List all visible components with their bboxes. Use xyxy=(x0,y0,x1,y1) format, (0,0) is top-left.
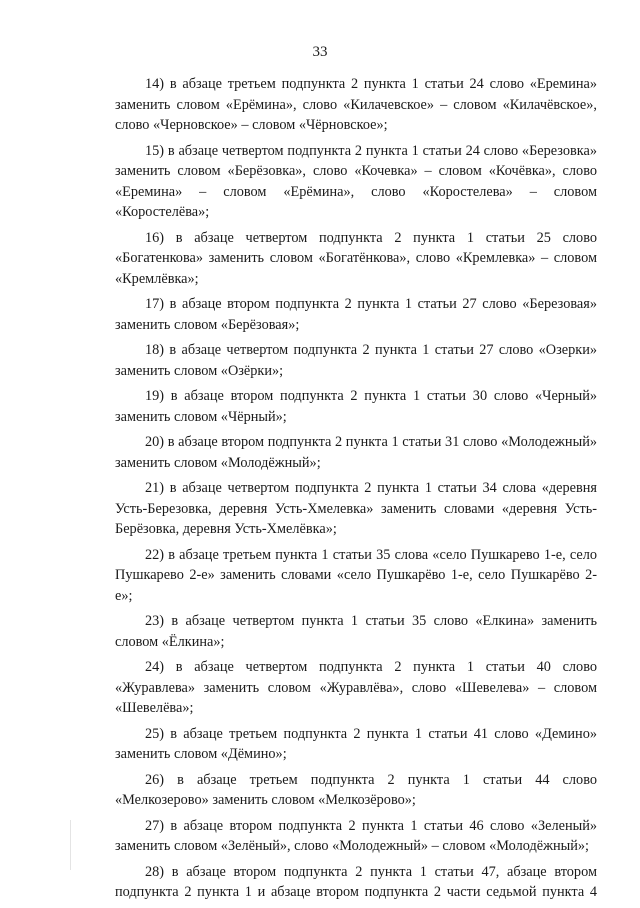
list-item: 26) в абзаце третьем подпункта 2 пункта 1 статьи 44 слово «Мелкозерово» заменить словом «Мелкозёрово»; xyxy=(115,771,597,808)
list-item: 18) в абзаце четвертом подпункта 2 пункта 1 статьи 27 слово «Озерки» заменить словом «Озёрки»; xyxy=(115,342,597,379)
list-item: 23) в абзаце четвертом пункта 1 статьи 35 слово «Елкина» заменить словом «Ёлкина»; xyxy=(115,613,597,650)
list-item: 15) в абзаце четвертом подпункта 2 пункта 1 статьи 24 слово «Березовка» заменить словом «Берёзовка», слово «Кочевка» – словом «Кочёвка», слово «Еремина» – словом «Ерёмина», слово «Коростелева» – словом «Коростелёва»; xyxy=(115,142,597,220)
list-item: 19) в абзаце втором подпункта 2 пункта 1 статьи 30 слово «Черный» заменить словом «Чёрный»; xyxy=(115,388,597,425)
list-item: 24) в абзаце четвертом подпункта 2 пункта 1 статьи 40 слово «Журавлева» заменить словом «Журавлёва», слово «Шевелева» – словом «Шевелёва»; xyxy=(115,659,597,716)
scan-margin-mark xyxy=(70,820,71,870)
document-body xyxy=(115,74,597,908)
list-item: 25) в абзаце третьем подпункта 2 пункта 1 статьи 41 слово «Демино» заменить словом «Дёмино»; xyxy=(115,725,597,762)
list-item: 14) в абзаце третьем подпункта 2 пункта 1 статьи 24 слово «Еремина» заменить словом «Ерёмина», слово «Килачевское» – словом «Килачёвское», слово «Черновское» – словом «Чёрновское»; xyxy=(115,76,597,133)
list-item: 17) в абзаце втором подпункта 2 пункта 1 статьи 27 слово «Березовая» заменить словом «Берёзовая»; xyxy=(115,296,597,333)
list-item: 22) в абзаце третьем пункта 1 статьи 35 слова «село Пушкарево 1-е, село Пушкарево 2-е» заменить словами «село Пушкарёво 1-е, село Пушкарёво 2-е»; xyxy=(115,546,597,604)
page-number: 33 xyxy=(312,44,328,60)
list-item: 27) в абзаце втором подпункта 2 пункта 1 статьи 46 слово «Зеленый» заменить словом «Зелёный», слово «Молодежный» – словом «Молодёжный»; xyxy=(115,817,597,854)
list-item: 21) в абзаце четвертом подпункта 2 пункта 1 статьи 34 слова «деревня Усть-Березовка, деревня Усть-Хмелевка» заменить словами «деревня Усть-Берёзовка, деревня Усть-Хмелёвка»; xyxy=(115,480,597,537)
list-item: 28) в абзаце втором подпункта 2 пункта 1 статьи 47, абзаце втором подпункта 2 пункта 1 и абзаце втором подпункта 2 части седьмой пункта 4 xyxy=(115,863,597,900)
list-item: 16) в абзаце четвертом подпункта 2 пункта 1 статьи 25 слово «Богатенкова» заменить словом «Богатёнкова», слово «Кремлевка» – словом «Кремлёвка»; xyxy=(115,229,597,287)
list-item: 20) в абзаце втором подпункта 2 пункта 1 статьи 31 слово «Молодежный» заменить словом «Молодёжный»; xyxy=(115,434,597,471)
